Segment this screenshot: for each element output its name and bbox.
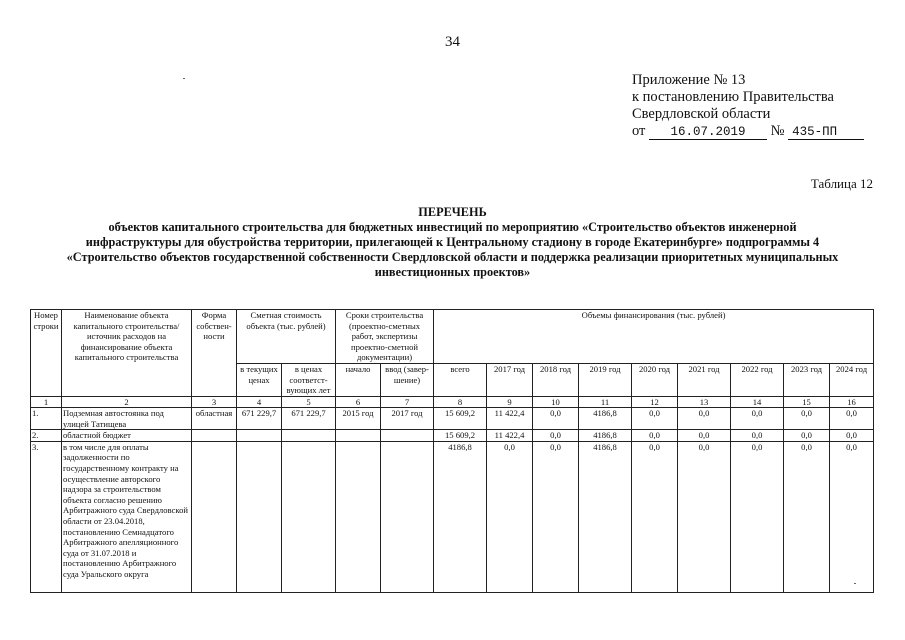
row-year-value: 0,0 bbox=[632, 407, 678, 429]
row-ownership bbox=[192, 430, 237, 442]
row-cost-years: 671 229,7 bbox=[282, 407, 336, 429]
row-name: в том числе для оплаты задолженности по государственному контракту на осуществление авторского надзора за строительством объекта согласно решению Арбитражного суда Свердловской области от 23.04.2018, постановлению Семнадцатого Арбитражного апелляционного суда от 31.07.2018 и постановлению Арбитражного суда Уральского округа bbox=[62, 441, 192, 592]
row-total: 15 609,2 bbox=[434, 430, 487, 442]
header-cost-years: в ценах соответст-вующих лет bbox=[282, 363, 336, 396]
row-start bbox=[336, 441, 381, 592]
row-cost-current bbox=[237, 430, 282, 442]
row-cost-years bbox=[282, 430, 336, 442]
title-line-2: инфраструктуры для обустройства территории, прилегающей к Центральному стадиону в городе Екатеринбурге» подпрограммы 4 bbox=[85, 235, 820, 249]
header-row-1 bbox=[31, 310, 874, 364]
table-row bbox=[31, 441, 874, 592]
header-name: Наименование объекта капитального строительства/ источник расходов на финансирование объекта капитального строительства bbox=[62, 310, 192, 397]
header-terms: Сроки строительства (проектно-сметных работ, экспертизы проектно-сметной документации) bbox=[336, 310, 434, 364]
row-cost-current: 671 229,7 bbox=[237, 407, 282, 429]
row-year-value: 4186,8 bbox=[579, 430, 632, 442]
header-year: 2018 год bbox=[533, 363, 579, 396]
row-year-value: 0,0 bbox=[533, 441, 579, 592]
header-terms-end: ввод (завер-шение) bbox=[381, 363, 434, 396]
page-number: 34 bbox=[445, 34, 460, 50]
header-year: 2019 год bbox=[579, 363, 632, 396]
header-cost-current: в текущих ценах bbox=[237, 363, 282, 396]
column-index: 10 bbox=[533, 396, 579, 407]
column-index: 7 bbox=[381, 396, 434, 407]
column-index: 6 bbox=[336, 396, 381, 407]
scan-speck bbox=[183, 78, 185, 79]
column-index: 3 bbox=[192, 396, 237, 407]
column-index: 13 bbox=[678, 396, 731, 407]
title-heading: ПЕРЕЧЕНЬ bbox=[418, 205, 487, 219]
column-index: 2 bbox=[62, 396, 192, 407]
row-start bbox=[336, 430, 381, 442]
row-cost-current bbox=[237, 441, 282, 592]
title-line-1: объектов капитального строительства для бюджетных инвестиций по мероприятию «Строительство объектов инженерной bbox=[108, 220, 797, 234]
column-index-row bbox=[31, 396, 874, 407]
row-year-value: 4186,8 bbox=[579, 407, 632, 429]
column-index: 9 bbox=[487, 396, 533, 407]
investment-table bbox=[30, 309, 874, 593]
header-cost: Сметная стоимость объекта (тыс. рублей) bbox=[237, 310, 336, 364]
resolution-date: 16.07.2019 bbox=[649, 126, 767, 140]
appendix-date-line bbox=[632, 123, 864, 140]
table-label: Таблица 12 bbox=[810, 176, 873, 191]
row-number: 1. bbox=[31, 407, 62, 429]
resolution-number: 435-ПП bbox=[788, 126, 864, 140]
header-row-no: Номер строки bbox=[31, 310, 62, 397]
header-ownership: Форма собствен-ности bbox=[192, 310, 237, 397]
header-year: 2020 год bbox=[632, 363, 678, 396]
row-year-value: 0,0 bbox=[487, 441, 533, 592]
row-end bbox=[381, 441, 434, 592]
appendix-block bbox=[632, 72, 864, 140]
row-name: областной бюджет bbox=[62, 430, 192, 442]
row-cost-years bbox=[282, 441, 336, 592]
column-index: 15 bbox=[784, 396, 830, 407]
row-year-value: 0,0 bbox=[533, 430, 579, 442]
row-name: Подземная автостоянка под улицей Татищева bbox=[62, 407, 192, 429]
header-year: 2021 год bbox=[678, 363, 731, 396]
row-number: 3. bbox=[31, 441, 62, 592]
column-index: 11 bbox=[579, 396, 632, 407]
row-year-value: 0,0 bbox=[678, 430, 731, 442]
header-total: всего bbox=[434, 363, 487, 396]
row-number: 2. bbox=[31, 430, 62, 442]
row-year-value: 0,0 bbox=[784, 407, 830, 429]
appendix-line-1: Приложение № 13 bbox=[632, 72, 746, 88]
row-year-value: 0,0 bbox=[731, 441, 784, 592]
table-row bbox=[31, 430, 874, 442]
header-year: 2024 год bbox=[830, 363, 874, 396]
row-year-value: 4186,8 bbox=[579, 441, 632, 592]
row-year-value: 0,0 bbox=[632, 441, 678, 592]
row-year-value: 0,0 bbox=[678, 407, 731, 429]
row-start: 2015 год bbox=[336, 407, 381, 429]
row-total: 15 609,2 bbox=[434, 407, 487, 429]
title-line-3: «Строительство объектов государственной собственности Свердловской области и поддержка реализации приоритетных муниципальных bbox=[66, 250, 839, 264]
header-financing: Объемы финансирования (тыс. рублей) bbox=[434, 310, 874, 364]
scan-speck bbox=[854, 583, 856, 584]
title-line-4: инвестиционных проектов» bbox=[374, 265, 531, 279]
column-index: 1 bbox=[31, 396, 62, 407]
appendix-line-3: Свердловской области bbox=[632, 106, 771, 122]
row-year-value: 0,0 bbox=[731, 407, 784, 429]
row-year-value: 11 422,4 bbox=[487, 407, 533, 429]
row-ownership: областная bbox=[192, 407, 237, 429]
row-year-value: 11 422,4 bbox=[487, 430, 533, 442]
column-index: 14 bbox=[731, 396, 784, 407]
from-label: от bbox=[632, 123, 646, 139]
header-year: 2022 год bbox=[731, 363, 784, 396]
appendix-line-2: к постановлению Правительства bbox=[632, 89, 834, 105]
header-year: 2023 год bbox=[784, 363, 830, 396]
row-ownership bbox=[192, 441, 237, 592]
column-index: 5 bbox=[282, 396, 336, 407]
row-year-value: 0,0 bbox=[784, 430, 830, 442]
row-end: 2017 год bbox=[381, 407, 434, 429]
header-year: 2017 год bbox=[487, 363, 533, 396]
number-label: № bbox=[770, 123, 785, 139]
row-total: 4186,8 bbox=[434, 441, 487, 592]
table-row bbox=[31, 407, 874, 429]
row-year-value: 0,0 bbox=[830, 407, 874, 429]
column-index: 8 bbox=[434, 396, 487, 407]
row-year-value: 0,0 bbox=[678, 441, 731, 592]
document-title bbox=[20, 205, 885, 280]
column-index: 16 bbox=[830, 396, 874, 407]
header-terms-start: начало bbox=[336, 363, 381, 396]
row-year-value: 0,0 bbox=[830, 441, 874, 592]
row-year-value: 0,0 bbox=[784, 441, 830, 592]
column-index: 4 bbox=[237, 396, 282, 407]
row-year-value: 0,0 bbox=[533, 407, 579, 429]
row-end bbox=[381, 430, 434, 442]
row-year-value: 0,0 bbox=[731, 430, 784, 442]
row-year-value: 0,0 bbox=[830, 430, 874, 442]
column-index: 12 bbox=[632, 396, 678, 407]
row-year-value: 0,0 bbox=[632, 430, 678, 442]
